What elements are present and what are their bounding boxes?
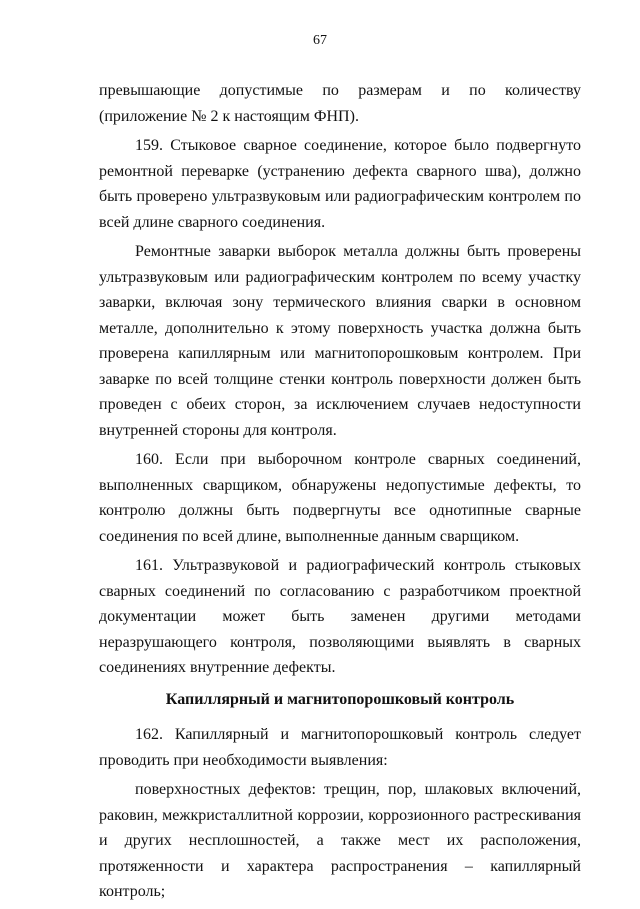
paragraph-continuation: превышающие допустимые по размерам и по количеству (приложение № 2 к настоящим ФНП). — [99, 82, 581, 125]
page-number: 67 — [313, 33, 327, 48]
paragraph-surface-defects: поверхностных дефектов: трещин, пор, шлаковых включений, раковин, межкристаллитной коррозии, коррозионного растрескивания и других несплошностей, а также мест их расположения, протяженности и характера распространения – капиллярный контроль; — [99, 781, 581, 900]
section-heading: Капиллярный и магнитопорошковый контроль — [165, 690, 515, 708]
document-body — [99, 78, 581, 909]
paragraph-159: 159. Стыковое сварное соединение, которое было подвергнуто ремонтной переварке (устранению дефекта сварного шва), должно быть проверено ультразвуковым или радиографическим контролем по всей длине сварного соединения. — [99, 137, 581, 231]
paragraph-160: 160. Если при выборочном контроле сварных соединений, выполненных сварщиком, обнаружены недопустимые дефекты, то контролю должны быть подвергнуты все однотипные сварные соединения по всей длине, выполненные данным сварщиком. — [99, 451, 581, 545]
paragraph-162: 162. Капиллярный и магнитопорошковый контроль следует проводить при необходимости выявления: — [99, 726, 581, 769]
paragraph-repair-welds: Ремонтные заварки выборок металла должны быть проверены ультразвуковым или радиографическим контролем по всему участку заварки, включая зону термического влияния сварки в основном металле, дополнительно к этому поверхность участка должна быть проверена капиллярным или магнитопорошковым контролем. При заварке по всей толщине стенки контроль поверхности должен быть проведен с обеих сторон, за исключением случаев недоступности внутренней стороны для контроля. — [99, 243, 581, 439]
paragraph-161: 161. Ультразвуковой и радиографический контроль стыковых сварных соединений по согласованию с разработчиком проектной документации может быть заменен другими методами неразрушающего контроля, позволяющими выявлять в сварных соединениях внутренние дефекты. — [99, 557, 581, 676]
